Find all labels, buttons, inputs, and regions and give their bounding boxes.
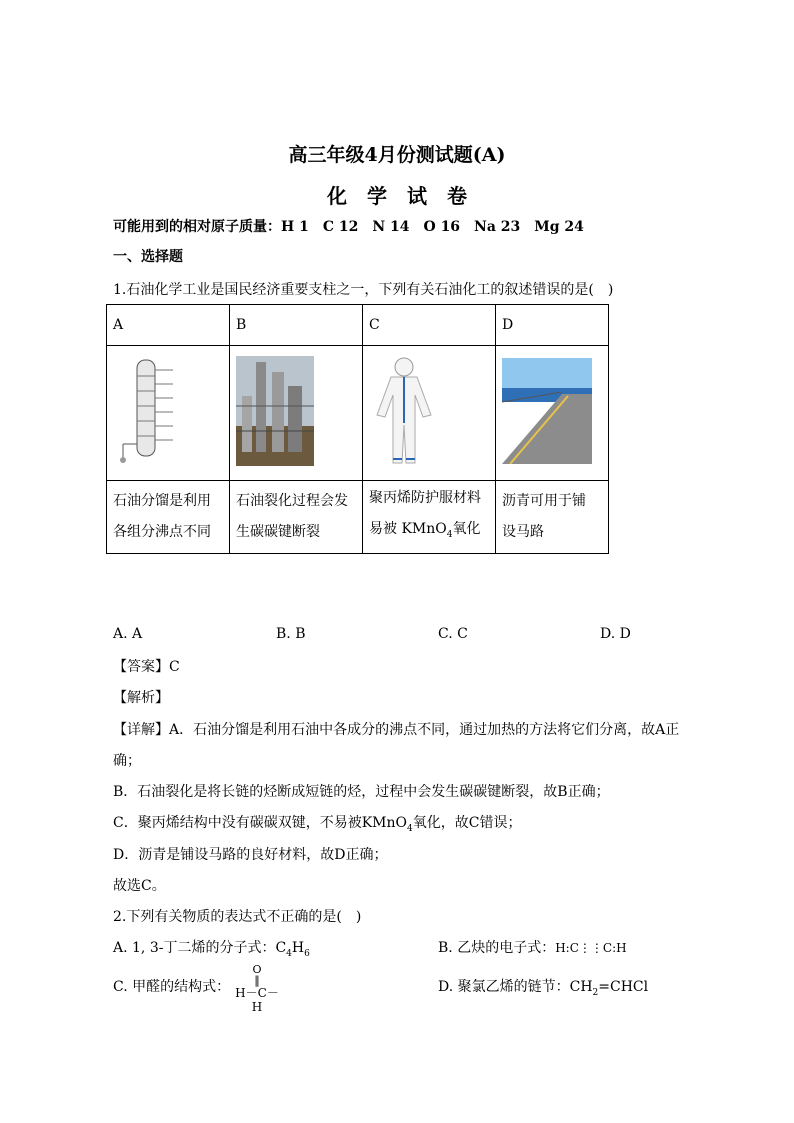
section-heading: 一、选择题 [113,249,183,265]
protective-suit-image [363,346,496,481]
choice-a: A. A [113,626,143,642]
option-b-line-2: 生碳碳键断裂 [236,524,320,540]
detail-line-4: D．沥青是铺设马路的良好材料，故D正确； [113,847,388,863]
distillation-column-image [107,346,230,481]
option-d-line-1: 沥青可用于铺 [502,493,586,509]
header-b: B [230,305,363,346]
option-d-desc [496,481,609,554]
q2-option-b: B. 乙炔的电子式：H:C⋮⋮C:H [438,940,627,956]
option-a-desc [107,481,230,554]
option-d-line-2: 设马路 [502,524,544,540]
detail-line-1-cont: 确； [113,753,141,769]
q2-option-c: C. 甲醛的结构式： [113,979,231,995]
option-c-desc [363,481,496,554]
detail-line-1: 【详解】A．石油分馏是利用石油中各成分的沸点不同，通过加热的方法将它们分离，故A正 [113,722,680,738]
choice-d: D. D [600,626,631,642]
header-a: A [107,305,230,346]
detail-line-3: C．聚丙烯结构中没有碳碳双键，不易被KMnO$_4$氧化，故C错误； [113,815,522,834]
atomic-masses: 可能用到的相对原子质量：H 1 C 12 N 14 O 16 Na 23 Mg 24 [113,219,584,235]
detail-line-2: B．石油裂化是将长链的烃断成短链的烃，过程中会发生碳碳键断裂，故B正确； [113,784,610,800]
header-c: C [363,305,496,346]
road-image [496,346,609,481]
option-a-line-2: 各组分沸点不同 [113,524,211,540]
option-c-line-2: 易被 KMnO$_4$氧化 [369,521,481,540]
analysis-label: 【解析】 [113,690,169,706]
option-b-line-1: 石油裂化过程会发 [236,493,348,509]
q2-option-a: A. 1, 3-丁二烯的分子式：$C_4H_6$ [113,940,310,959]
question-1-stem: 1.石油化学工业是国民经济重要支柱之一，下列有关石油化工的叙述错误的是( ) [113,282,614,298]
choice-c: C. C [438,626,468,642]
header-d: D [496,305,609,346]
option-c-line-1: 聚丙烯防护服材料 [369,490,481,507]
option-b-desc [230,481,363,554]
answer-label: 【答案】C [113,659,180,675]
subject-title: 化 学 试 卷 [327,184,467,208]
exam-title: 高三年级4月份测试题(A) [288,144,506,166]
option-a-line-1: 石油分馏是利用 [113,493,211,509]
formaldehyde-structure: O ‖ H－C－H [235,963,279,1014]
choice-b: B. B [276,626,306,642]
q2-option-d: D. 聚氯乙烯的链节：$CH_2=CHCl$ [438,979,649,998]
refinery-image [230,346,363,481]
question-2-stem: 2.下列有关物质的表达式不正确的是( ) [113,909,362,925]
options-table [106,304,609,554]
conclusion: 故选C。 [113,878,166,894]
